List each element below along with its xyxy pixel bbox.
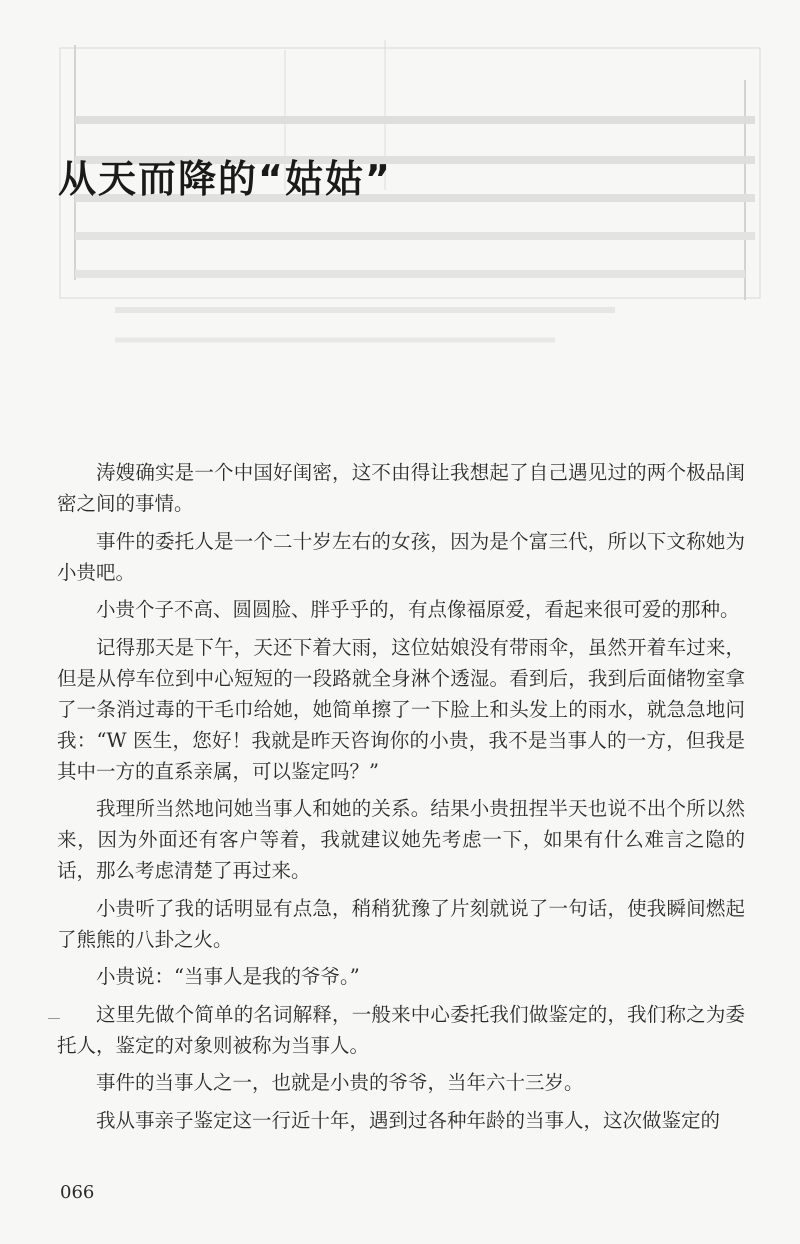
- paragraph: 事件的委托人是一个二十岁左右的女孩，因为是个富三代，所以下文称她为小贵吧。: [57, 529, 745, 584]
- paragraph: 小贵听了我的话明显有点急，稍稍犹豫了片刻就说了一句话，使我瞬间燃起了熊熊的八卦之火。: [57, 896, 745, 951]
- paragraph: 我理所当然地问她当事人和她的关系。结果小贵扭捏半天也说不出个所以然来，因为外面还有客户等着，我就建议她先考虑一下，如果有什么难言之隐的话，那么考虑清楚了再过来。: [57, 797, 745, 882]
- chapter-title: 从天而降的“姑姑”: [58, 157, 392, 201]
- body-text: [57, 457, 745, 1142]
- page-number: 066: [60, 1182, 95, 1203]
- margin-mark: [48, 1018, 60, 1019]
- paragraph: 小贵个子不高、圆圆脸、胖乎乎的，有点像福原爱，看起来很可爱的那种。: [96, 598, 740, 621]
- paragraph: 小贵说：“当事人是我的爷爷。”: [96, 965, 360, 988]
- paragraph: 涛嫂确实是一个中国好闺密，这不由得让我想起了自己遇见过的两个极品闺密之间的事情。: [57, 461, 745, 515]
- paragraph: 这里先做个简单的名词解释，一般来中心委托我们做鉴定的，我们称之为委托人，鉴定的对象则被称为当事人。: [57, 1002, 745, 1057]
- bleed-through-illustration: [55, 40, 775, 370]
- paragraph: 我从事亲子鉴定这一行近十年，遇到过各种年龄的当事人，这次做鉴定的: [96, 1108, 721, 1132]
- paragraph: 事件的当事人之一，也就是小贵的爷爷，当年六十三岁。: [96, 1071, 584, 1094]
- paragraph: 记得那天是下午，天还下着大雨，这位姑娘没有带雨伞，虽然开着车过来，但是从停车位到中心短短的一段路就全身淋个透湿。看到后，我到后面储物室拿了一条消过毒的干毛巾给她，她简单擦了一下脸上和头发上的雨水，就急急地问我：“W 医生，您好！我就是昨天咨询你的小贵，我不是当事人的一方，但我是其中一方的直系亲属，可以鉴定吗？”: [57, 635, 745, 783]
